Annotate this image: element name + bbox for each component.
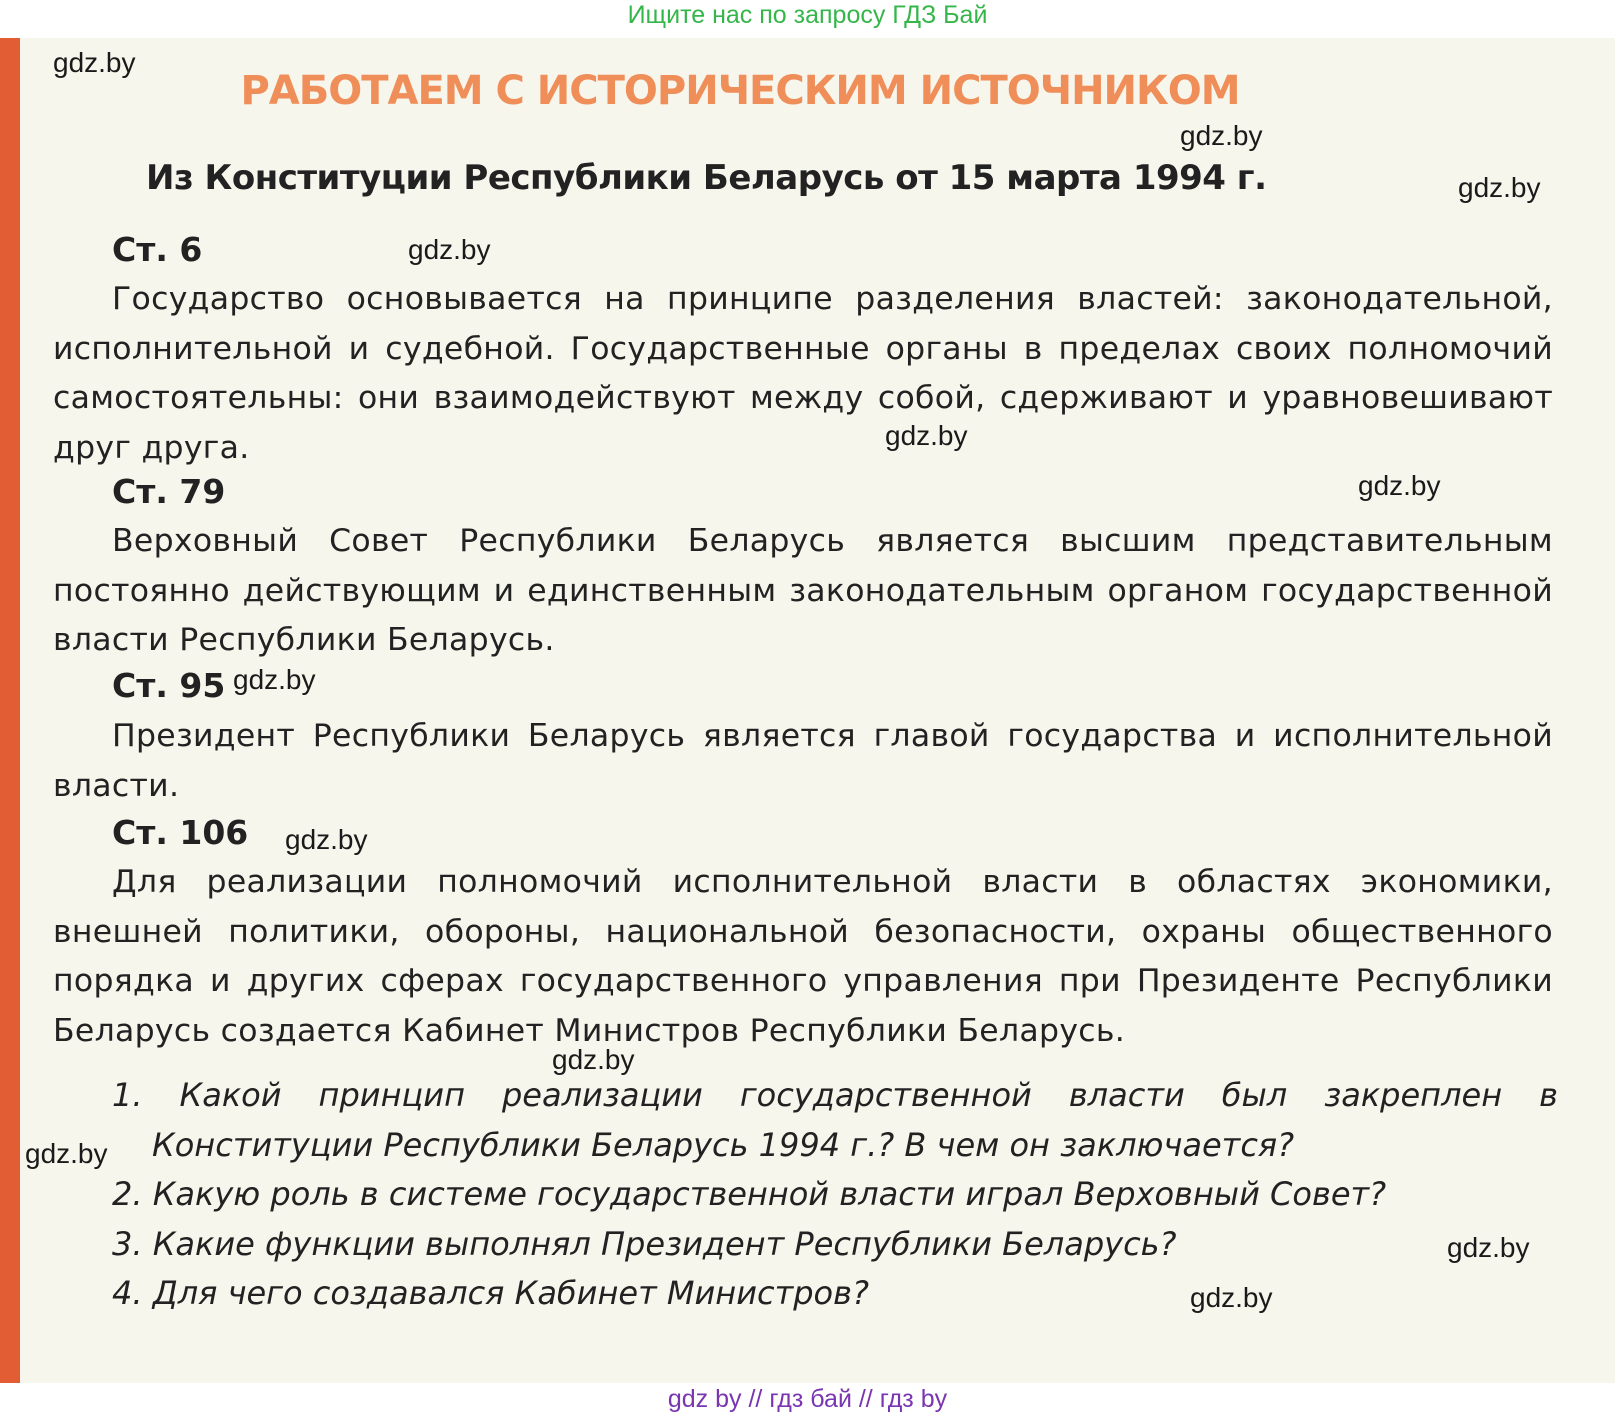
section-title: РАБОТАЕМ С ИСТОРИЧЕСКИМ ИСТОЧНИКОМ <box>240 68 1240 114</box>
document-heading: Из Конституции Республики Беларусь от 15 марта 1994 г. <box>146 158 1267 198</box>
article-text-79: Верховный Совет Республики Беларусь является высшим представительным постоянно действующим и единственным законодательным органом государственной власти Республики Беларусь. <box>53 523 1553 658</box>
watermark: gdz.by <box>885 420 968 451</box>
watermark: gdz.by <box>285 824 368 855</box>
watermark: gdz.by <box>233 664 316 695</box>
watermark: gdz.by <box>552 1044 635 1075</box>
article-text-95: Президент Республики Беларусь является главой государства и исполнительной власти. <box>53 718 1553 804</box>
top-banner: Ищите нас по запросу ГДЗ Бай <box>627 1 988 29</box>
watermark: gdz.by <box>1358 470 1441 501</box>
question-item: 4. Для чего создавался Кабинет Министров? <box>112 1274 869 1312</box>
watermark: gdz.by <box>1458 172 1541 203</box>
watermark: gdz.by <box>53 47 136 78</box>
watermark: gdz.by <box>25 1138 108 1169</box>
watermark: gdz.by <box>1190 1282 1273 1313</box>
article-label-106: Ст. 106 <box>112 813 249 852</box>
question-item: 1. Какой принцип реализации государственной власти был закреплен в Конституции Республики Беларусь 1994 г.? В чем он заключается? <box>112 1076 1558 1164</box>
watermark: gdz.by <box>1180 120 1263 151</box>
question-item: 3. Какие функции выполнял Президент Республики Беларусь? <box>112 1224 1177 1263</box>
article-label-6: Ст. 6 <box>112 230 203 269</box>
questions-list <box>112 1071 1558 1319</box>
watermark: gdz.by <box>1447 1232 1530 1263</box>
accent-bar <box>0 38 20 1383</box>
question-item: 2. Какую роль в системе государственной власти играл Верховный Совет? <box>112 1175 1387 1213</box>
article-label-95: Ст. 95 <box>112 666 226 705</box>
textbook-page <box>0 38 1615 1383</box>
article-text-106: Для реализации полномочий исполнительной власти в областях экономики, внешней политики, обороны, национальной безопасности, охраны общественного порядка и других сферах государственного управления при Президенте Республики Беларусь создается Кабинет Министров Республики Беларусь. <box>53 864 1553 1049</box>
article-text-6: Государство основывается на принципе разделения властей: законодательной, исполнительной и судебной. Государственные органы в пределах своих полномочий самостоятельны: они взаимодействуют между собой, сдерживают и уравновешивают друг друга. <box>53 281 1553 466</box>
bottom-banner: gdz by // гдз бай // гдз by <box>667 1385 948 1413</box>
article-label-79: Ст. 79 <box>112 472 226 511</box>
watermark: gdz.by <box>408 234 491 265</box>
